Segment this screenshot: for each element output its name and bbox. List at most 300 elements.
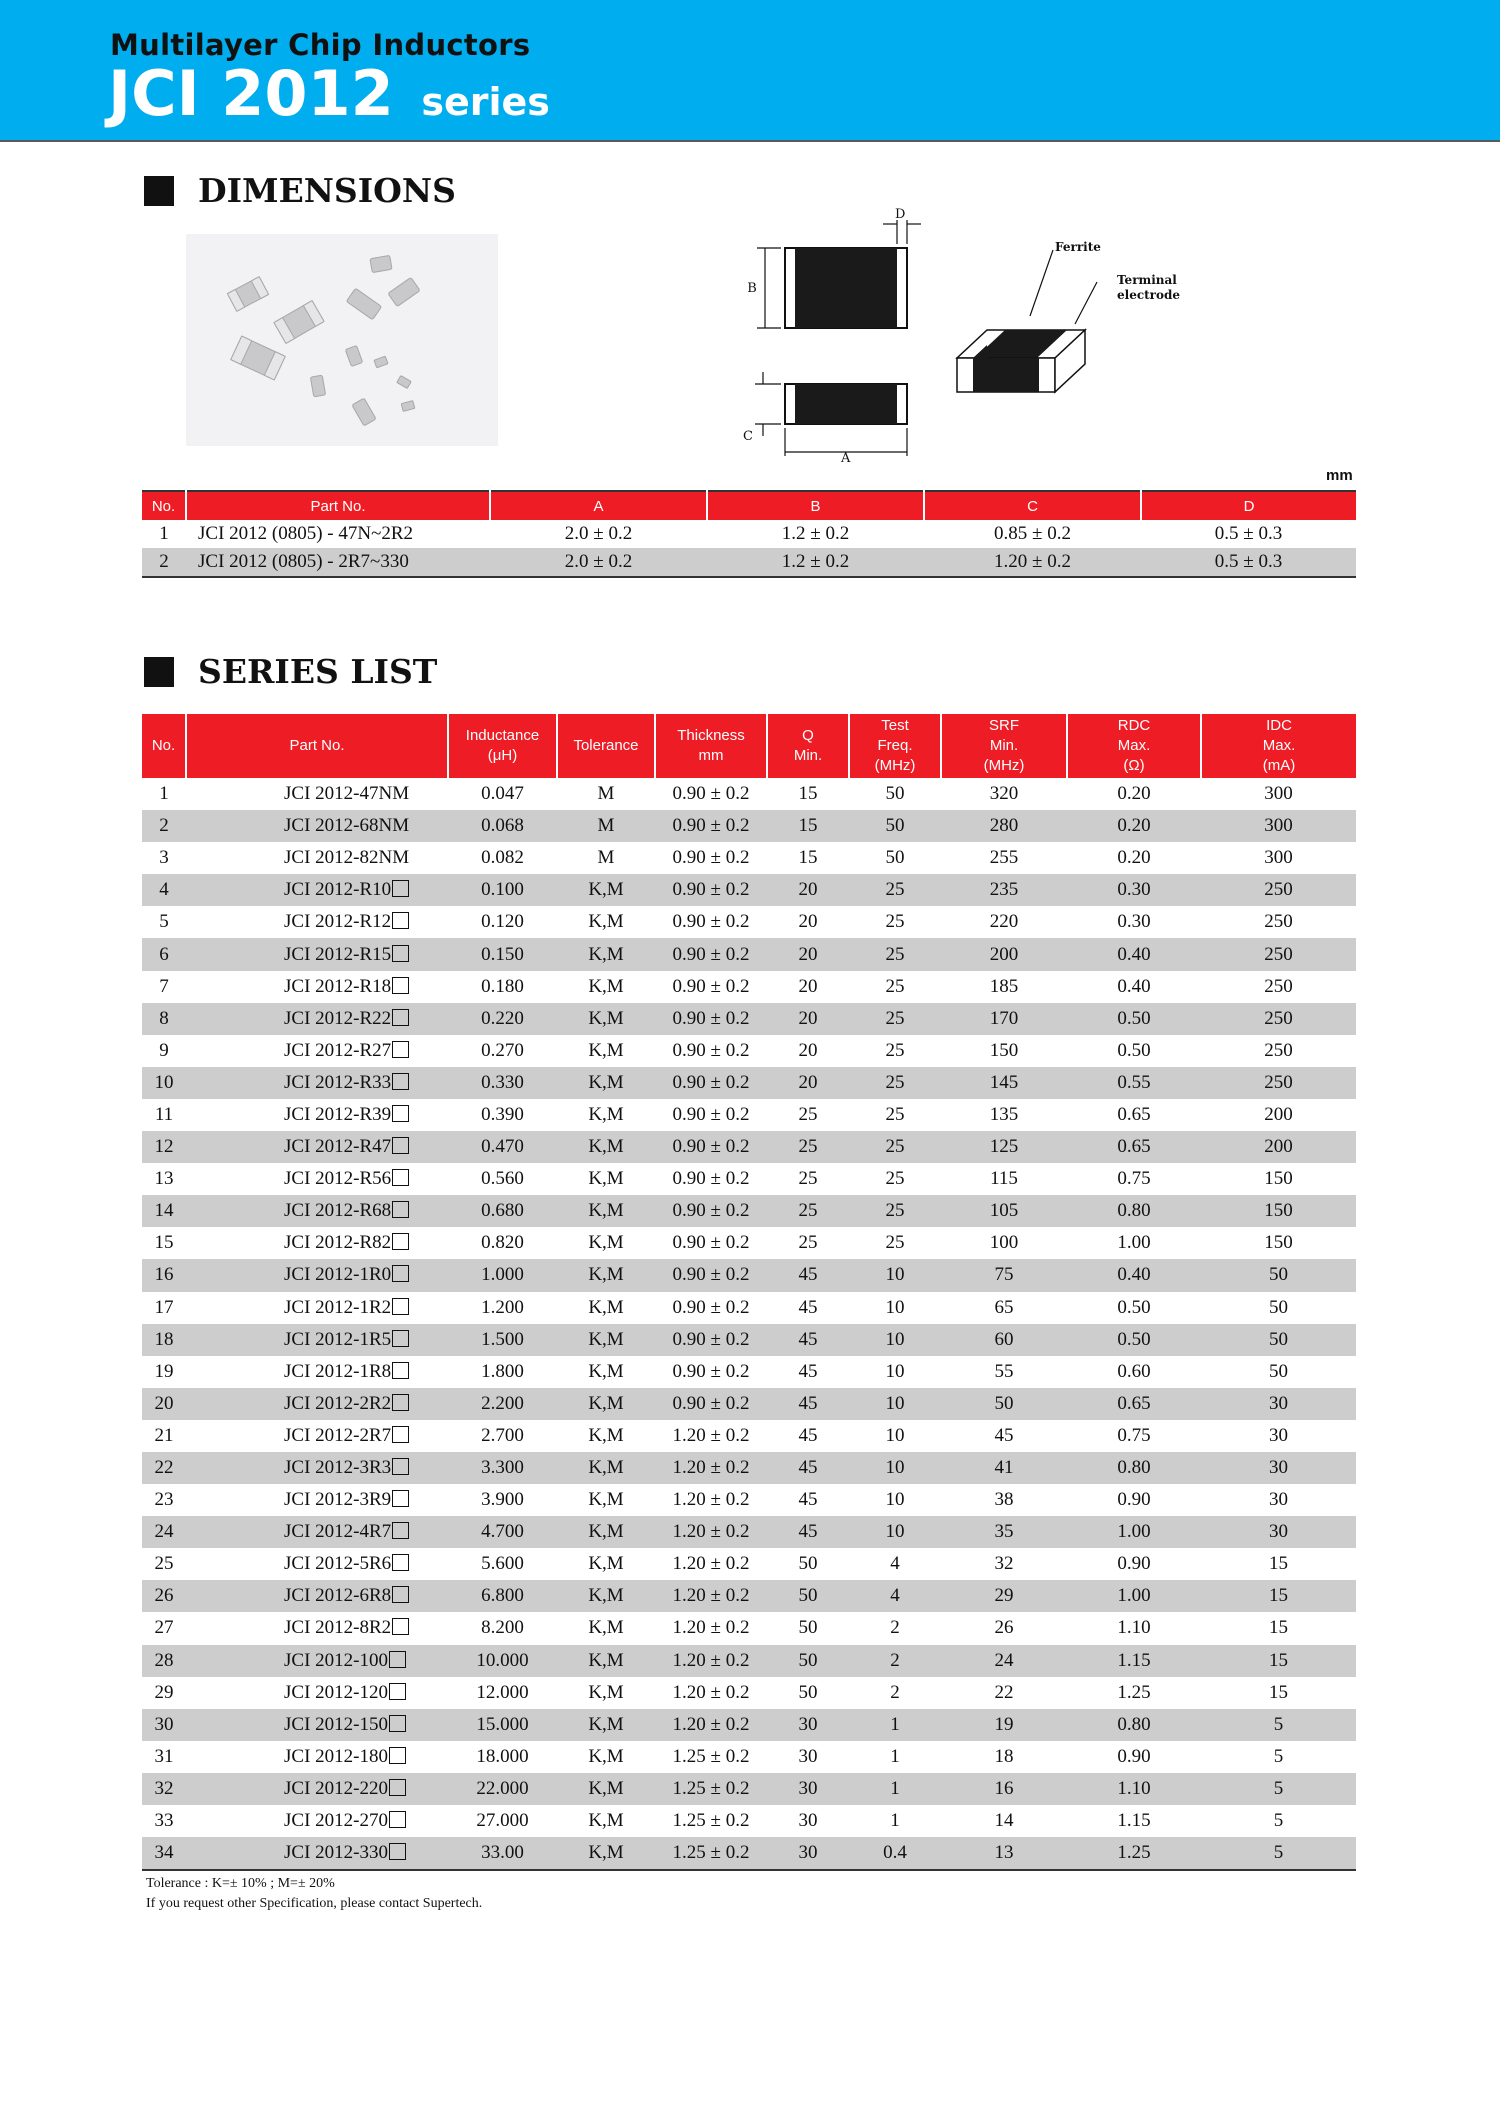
cell-text: 5.600 xyxy=(481,1553,524,1575)
cell-text: 33.00 xyxy=(481,1842,524,1864)
cell-text: 13 xyxy=(994,1842,1014,1864)
cell-text: 18 xyxy=(154,1328,174,1350)
label-electrode: electrode xyxy=(1117,288,1181,302)
table-cell-part xyxy=(186,1516,448,1548)
table-cell-q xyxy=(767,1067,849,1099)
header-line: SRF xyxy=(989,717,1019,734)
cell-text: JCI 2012-R56 xyxy=(284,1168,392,1190)
table-cell-thickness xyxy=(655,1709,767,1741)
table-cell-srf xyxy=(941,1484,1067,1516)
table-cell-part xyxy=(186,1227,448,1259)
table-cell-srf xyxy=(941,1805,1067,1837)
cell-text: 115 xyxy=(990,1168,1018,1190)
cell-text: 2 xyxy=(890,1681,900,1703)
cell-text: 10 xyxy=(885,1521,905,1543)
cell-text: 10 xyxy=(154,1071,174,1093)
table-cell: 0.85 ± 0.2 xyxy=(994,523,1071,544)
cell-text: K,M xyxy=(588,1232,624,1254)
cell-text: 45 xyxy=(798,1424,818,1446)
cell-text: 5 xyxy=(1273,1777,1284,1799)
table-cell-thickness xyxy=(655,1612,767,1644)
table-cell-thickness xyxy=(655,1067,767,1099)
header-title-text: JCI 2012 xyxy=(108,57,394,130)
table-cell-q xyxy=(767,938,849,970)
label-ferrite: Ferrite xyxy=(1055,240,1101,254)
table-row xyxy=(142,1324,1356,1356)
series-column-header xyxy=(557,714,655,778)
cell-text: 0.40 xyxy=(1117,1264,1151,1286)
cell-text: 45 xyxy=(798,1360,818,1382)
cell-text: 24 xyxy=(994,1649,1014,1671)
table-cell-q xyxy=(767,1003,849,1035)
cell-text: 1.20 ± 0.2 xyxy=(672,1713,750,1735)
table-cell-part xyxy=(186,938,448,970)
cell-text: 1.15 xyxy=(1117,1649,1151,1671)
label-terminal: Terminal xyxy=(1117,273,1177,287)
cell-text: 1.25 ± 0.2 xyxy=(672,1777,750,1799)
tolerance-code-box xyxy=(392,1522,409,1539)
cell-text: 10.000 xyxy=(476,1649,529,1671)
dim-column-header: C xyxy=(924,491,1141,520)
cell-text: 19 xyxy=(994,1713,1014,1735)
cell-text: K,M xyxy=(588,1296,624,1318)
table-cell: 1.2 ± 0.2 xyxy=(781,523,850,544)
table-cell-thickness xyxy=(655,1452,767,1484)
table-cell: 2.0 ± 0.2 xyxy=(490,548,707,577)
table-cell-thickness xyxy=(655,1548,767,1580)
dim-column-header: B xyxy=(707,491,924,520)
cell-text: JCI 2012-4R7 xyxy=(284,1521,392,1543)
cell-text: 1.10 xyxy=(1117,1777,1151,1799)
cell-text: 29 xyxy=(994,1585,1014,1607)
cell-text: 250 xyxy=(1264,943,1293,965)
cell-text: 25 xyxy=(885,1071,905,1093)
table-cell-q xyxy=(767,1805,849,1837)
cell-text: 0.120 xyxy=(481,911,524,933)
table-cell-no xyxy=(142,842,186,874)
cell-text: 15 xyxy=(798,847,818,869)
cell-text: 26 xyxy=(154,1585,174,1607)
header-line: Freq. xyxy=(877,737,913,754)
cell-text: 45 xyxy=(798,1328,818,1350)
table-cell-srf xyxy=(941,1099,1067,1131)
cell-text: 0.90 xyxy=(1117,1489,1151,1511)
cell-text: JCI 2012-3R9 xyxy=(284,1489,392,1511)
table-cell-part xyxy=(186,1677,448,1709)
table-cell-no xyxy=(142,1837,186,1870)
table-cell-no xyxy=(142,906,186,938)
table-cell-q xyxy=(767,1741,849,1773)
table-row xyxy=(142,1837,1356,1870)
cell-text: 15 xyxy=(798,783,818,805)
table-cell-inductance xyxy=(448,1035,557,1067)
header-line: (MHz) xyxy=(874,757,916,774)
table-cell-part xyxy=(186,1259,448,1291)
table-cell-srf xyxy=(941,906,1067,938)
cell-text: 1.10 xyxy=(1117,1617,1151,1639)
cell-text: K,M xyxy=(588,1777,624,1799)
cell-text: 5 xyxy=(1273,1713,1284,1735)
table-cell-thickness xyxy=(655,1773,767,1805)
table-cell-tolerance xyxy=(557,1452,655,1484)
table-cell-rdc xyxy=(1067,1484,1201,1516)
cell-text: 15 xyxy=(1269,1585,1288,1607)
table-row xyxy=(142,1067,1356,1099)
table-cell-part xyxy=(186,1645,448,1677)
cell-text: 0.90 ± 0.2 xyxy=(672,911,750,933)
table-cell-thickness xyxy=(655,1420,767,1452)
table-cell-idc xyxy=(1201,1837,1356,1870)
table-row xyxy=(142,810,1356,842)
table-cell-part xyxy=(186,1612,448,1644)
cell-text: 50 xyxy=(1269,1360,1288,1382)
table-cell-q xyxy=(767,874,849,906)
cell-text: 31 xyxy=(154,1745,174,1767)
table-row xyxy=(142,1516,1356,1548)
table-cell-idc xyxy=(1201,1035,1356,1067)
table-cell-idc xyxy=(1201,906,1356,938)
table-cell-freq xyxy=(849,1163,941,1195)
table-cell-no xyxy=(142,1516,186,1548)
table-cell-freq xyxy=(849,1612,941,1644)
cell-text: 26 xyxy=(994,1617,1014,1639)
table-row xyxy=(142,938,1356,970)
heading-bullet-icon xyxy=(144,657,174,687)
cell-text: 10 xyxy=(885,1392,905,1414)
table-cell-thickness xyxy=(655,1035,767,1067)
tolerance-code-box xyxy=(392,1554,409,1571)
header-banner xyxy=(0,0,1500,142)
table-cell-inductance xyxy=(448,874,557,906)
cell-text: 0.50 xyxy=(1117,1328,1151,1350)
table-cell-rdc xyxy=(1067,1548,1201,1580)
dim-column-header: Part No. xyxy=(186,491,490,520)
cell-text: 235 xyxy=(989,879,1019,901)
cell-text: 15 xyxy=(1269,1649,1288,1671)
cell-text: 1.25 xyxy=(1117,1842,1151,1864)
table-cell-freq xyxy=(849,1356,941,1388)
cell-text: JCI 2012-R22 xyxy=(284,1007,392,1029)
table-cell-q xyxy=(767,1516,849,1548)
table-cell-thickness xyxy=(655,1099,767,1131)
tolerance-code-box xyxy=(392,1458,409,1475)
table-cell-idc xyxy=(1201,971,1356,1003)
cell-text: 25 xyxy=(798,1200,818,1222)
cell-text: 50 xyxy=(885,783,905,805)
cell-text: 50 xyxy=(798,1585,818,1607)
label-a: A xyxy=(841,451,851,466)
cell-text: 45 xyxy=(798,1521,818,1543)
cell-text: 32 xyxy=(994,1553,1014,1575)
cell-text: 25 xyxy=(798,1232,818,1254)
table-cell-srf xyxy=(941,1356,1067,1388)
table-cell-tolerance xyxy=(557,1067,655,1099)
table-cell-tolerance xyxy=(557,1035,655,1067)
tolerance-code-box xyxy=(389,1779,406,1796)
table-cell-part xyxy=(186,1003,448,1035)
table-cell-no xyxy=(142,1324,186,1356)
cell-text: K,M xyxy=(588,1200,624,1222)
cell-text: JCI 2012-47NM xyxy=(284,783,410,805)
table-cell-no xyxy=(142,1131,186,1163)
table-cell: 1.20 ± 0.2 xyxy=(924,548,1141,577)
cell-text: 3.300 xyxy=(481,1457,524,1479)
table-cell-q xyxy=(767,1099,849,1131)
table-cell-part xyxy=(186,842,448,874)
cell-text: 0.60 xyxy=(1117,1360,1151,1382)
cell-text: JCI 2012-5R6 xyxy=(284,1553,392,1575)
tolerance-code-box xyxy=(389,1683,406,1700)
cell-text: 10 xyxy=(885,1296,905,1318)
table-cell-thickness xyxy=(655,1131,767,1163)
cell-text: 1.200 xyxy=(481,1296,524,1318)
table-cell-part xyxy=(186,906,448,938)
table-cell-no xyxy=(142,1773,186,1805)
dim-column-header: No. xyxy=(142,491,186,520)
cell-text: 0.90 ± 0.2 xyxy=(672,1103,750,1125)
tolerance-code-box xyxy=(392,1362,409,1379)
table-cell-tolerance xyxy=(557,1227,655,1259)
table-row xyxy=(142,1388,1356,1420)
header-line: No. xyxy=(151,737,176,754)
table-cell-srf xyxy=(941,1580,1067,1612)
table-cell-srf xyxy=(941,1292,1067,1324)
cell-text: 200 xyxy=(989,943,1019,965)
table-cell-no xyxy=(142,1548,186,1580)
table-cell-idc xyxy=(1201,1645,1356,1677)
tolerance-code-box xyxy=(392,1298,409,1315)
cell-text: 0.90 ± 0.2 xyxy=(672,1200,750,1222)
cell-text: 0.90 ± 0.2 xyxy=(672,1168,750,1190)
cell-text: 0.50 xyxy=(1117,1007,1151,1029)
table-cell-inductance xyxy=(448,1067,557,1099)
cell-text: 10 xyxy=(885,1360,905,1382)
cell-text: 1.20 ± 0.2 xyxy=(672,1457,750,1479)
table-cell-part xyxy=(186,1580,448,1612)
table-cell-no xyxy=(142,1003,186,1035)
tolerance-code-box xyxy=(392,880,409,897)
table-cell-srf xyxy=(941,1420,1067,1452)
dimensions-title: DIMENSIONS xyxy=(198,171,456,210)
cell-text: 14 xyxy=(994,1810,1014,1832)
series-heading xyxy=(144,652,437,691)
cell-text: K,M xyxy=(588,1457,624,1479)
table-cell-no xyxy=(142,1741,186,1773)
table-cell-part xyxy=(186,1388,448,1420)
cell-text: 1.00 xyxy=(1117,1521,1151,1543)
cell-text: 0.220 xyxy=(481,1007,524,1029)
table-cell-inductance xyxy=(448,1259,557,1291)
cell-text: 250 xyxy=(1264,1039,1293,1061)
cell-text: K,M xyxy=(588,1328,624,1350)
header-line: Test xyxy=(881,717,909,734)
table-cell-thickness xyxy=(655,810,767,842)
table-cell-part xyxy=(186,778,448,810)
table-cell-tolerance xyxy=(557,1773,655,1805)
table-cell-freq xyxy=(849,1580,941,1612)
cell-text: K,M xyxy=(588,1521,624,1543)
cell-text: 45 xyxy=(798,1489,818,1511)
table-row xyxy=(142,1131,1356,1163)
cell-text: 20 xyxy=(154,1392,174,1414)
table-cell-inductance xyxy=(448,1773,557,1805)
table-cell-rdc xyxy=(1067,874,1201,906)
table-row xyxy=(142,1645,1356,1677)
table-cell-tolerance xyxy=(557,1580,655,1612)
table-cell-thickness xyxy=(655,1645,767,1677)
cell-text: JCI 2012-220 xyxy=(284,1777,388,1799)
cell-text: 170 xyxy=(989,1007,1019,1029)
tolerance-code-box xyxy=(392,1233,409,1250)
table-cell-freq xyxy=(849,938,941,970)
table-cell-thickness xyxy=(655,1484,767,1516)
table-cell-tolerance xyxy=(557,1195,655,1227)
table-cell-inductance xyxy=(448,906,557,938)
table-cell-part xyxy=(186,1067,448,1099)
table-cell-freq xyxy=(849,1548,941,1580)
cell-text: 0.100 xyxy=(481,879,524,901)
cell-text: 75 xyxy=(994,1264,1014,1286)
header-line: Q xyxy=(802,727,814,744)
cell-text: JCI 2012-R68 xyxy=(284,1200,392,1222)
table-cell-inductance xyxy=(448,971,557,1003)
cell-text: 1.25 ± 0.2 xyxy=(672,1842,750,1864)
table-cell-q xyxy=(767,810,849,842)
cell-text: K,M xyxy=(588,1039,624,1061)
table-cell-idc xyxy=(1201,1067,1356,1099)
table-cell-srf xyxy=(941,874,1067,906)
table-cell-srf xyxy=(941,1612,1067,1644)
cell-text: K,M xyxy=(588,1136,624,1158)
table-cell-freq xyxy=(849,778,941,810)
cell-text: 50 xyxy=(798,1681,818,1703)
cell-text: 1.800 xyxy=(481,1360,524,1382)
table-cell-part xyxy=(186,1099,448,1131)
chip-photo-image xyxy=(186,234,498,446)
cell-text: JCI 2012-2R7 xyxy=(284,1424,392,1446)
table-cell-rdc xyxy=(1067,810,1201,842)
table-cell-inductance xyxy=(448,1741,557,1773)
table-cell-thickness xyxy=(655,1003,767,1035)
cell-text: 135 xyxy=(989,1103,1019,1125)
cell-text: 35 xyxy=(994,1521,1014,1543)
header-line: Max. xyxy=(1262,737,1296,754)
table-row xyxy=(142,1259,1356,1291)
table-cell: 2 xyxy=(142,548,186,577)
table-cell-part xyxy=(186,1035,448,1067)
table-cell-rdc xyxy=(1067,1388,1201,1420)
table-cell-q xyxy=(767,1773,849,1805)
dim-column-header: D xyxy=(1141,491,1356,520)
tolerance-code-box xyxy=(392,1073,409,1090)
table-cell-idc xyxy=(1201,1163,1356,1195)
table-cell-rdc xyxy=(1067,1163,1201,1195)
cell-text: 0.470 xyxy=(481,1136,524,1158)
cell-text: 30 xyxy=(798,1713,818,1735)
dimensions-table xyxy=(142,490,1356,578)
cell-text: JCI 2012-270 xyxy=(284,1810,388,1832)
table-cell-idc xyxy=(1201,1099,1356,1131)
cell-text: 145 xyxy=(989,1071,1019,1093)
cell-text: K,M xyxy=(588,1681,624,1703)
cell-text: 25 xyxy=(885,975,905,997)
table-cell-part xyxy=(186,1163,448,1195)
cell-text: 7 xyxy=(159,975,169,997)
cell-text: 1.000 xyxy=(481,1264,524,1286)
cell-text: 55 xyxy=(994,1360,1014,1382)
cell-text: JCI 2012-1R2 xyxy=(284,1296,392,1318)
cell-text: K,M xyxy=(588,1071,624,1093)
header-line: (MHz) xyxy=(983,757,1025,774)
cell-text: 20 xyxy=(798,879,818,901)
cell-text: 1 xyxy=(890,1777,900,1799)
table-cell-idc xyxy=(1201,1131,1356,1163)
cell-text: 30 xyxy=(798,1777,818,1799)
cell-text: 0.270 xyxy=(481,1039,524,1061)
product-photo xyxy=(186,234,498,446)
table-cell-freq xyxy=(849,1195,941,1227)
table-cell-rdc xyxy=(1067,842,1201,874)
table-cell-no xyxy=(142,1035,186,1067)
cell-text: 220 xyxy=(989,911,1019,933)
cell-text: 185 xyxy=(989,975,1019,997)
table-cell-freq xyxy=(849,1805,941,1837)
contact-note: If you request other Specification, please contact Supertech. xyxy=(146,1896,483,1911)
cell-text: 5 xyxy=(1273,1810,1284,1832)
table-cell-part xyxy=(186,1324,448,1356)
cell-text: 3.900 xyxy=(481,1489,524,1511)
table-row xyxy=(142,1548,1356,1580)
header-line: Part No. xyxy=(289,737,345,754)
table-cell-rdc xyxy=(1067,1356,1201,1388)
table-row xyxy=(142,778,1356,810)
cell-text: K,M xyxy=(588,1585,624,1607)
table-cell-srf xyxy=(941,1324,1067,1356)
cell-text: 0.90 ± 0.2 xyxy=(672,783,750,805)
table-cell-srf xyxy=(941,1035,1067,1067)
cell-text: 20 xyxy=(798,1039,818,1061)
table-cell-idc xyxy=(1201,1227,1356,1259)
cell-text: 0.90 ± 0.2 xyxy=(672,1392,750,1414)
cell-text: 1 xyxy=(159,783,169,805)
cell-text: 320 xyxy=(989,783,1019,805)
table-cell-freq xyxy=(849,1003,941,1035)
table-cell-idc xyxy=(1201,1580,1356,1612)
table-cell-q xyxy=(767,1645,849,1677)
table-cell-q xyxy=(767,1709,849,1741)
cell-text: JCI 2012-R10 xyxy=(284,879,392,901)
cell-text: 18.000 xyxy=(476,1745,529,1767)
cell-text: 16 xyxy=(154,1264,174,1286)
table-cell-tolerance xyxy=(557,971,655,1003)
cell-text: 30 xyxy=(1269,1457,1288,1479)
table-cell-idc xyxy=(1201,874,1356,906)
table-cell-freq xyxy=(849,1677,941,1709)
cell-text: 1.20 ± 0.2 xyxy=(672,1553,750,1575)
tolerance-code-box xyxy=(392,1394,409,1411)
cell-text: 1 xyxy=(890,1745,900,1767)
cell-text: 0.90 ± 0.2 xyxy=(672,1296,750,1318)
table-cell-idc xyxy=(1201,1516,1356,1548)
cell-text: 0.20 xyxy=(1117,815,1151,837)
cell-text: 1.00 xyxy=(1117,1585,1151,1607)
cell-text: K,M xyxy=(588,1745,624,1767)
series-column-header xyxy=(142,714,186,778)
series-column-header xyxy=(849,714,941,778)
table-cell-no xyxy=(142,778,186,810)
table-cell-rdc xyxy=(1067,1292,1201,1324)
cell-text: 150 xyxy=(1264,1168,1293,1190)
